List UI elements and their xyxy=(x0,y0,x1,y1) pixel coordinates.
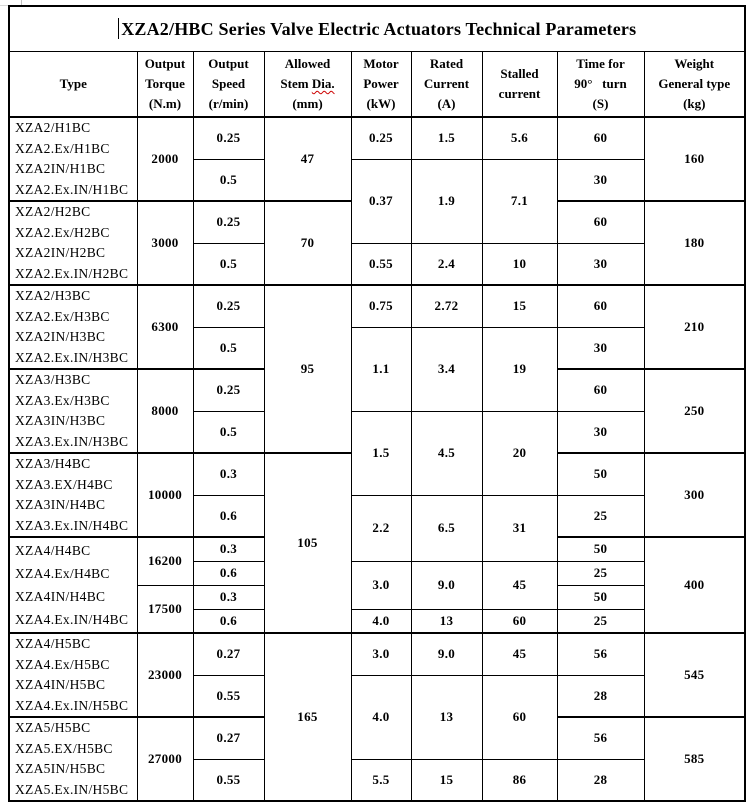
time-cell: 30 xyxy=(557,159,644,201)
torque-cell: 23000 xyxy=(137,633,193,717)
type-cell: XZA4/H4BC XZA4.Ex/H4BC XZA4IN/H4BC XZA4.Ex.IN/H4BC xyxy=(9,537,137,633)
torque-cell: 17500 xyxy=(137,585,193,633)
rated-cell: 2.72 xyxy=(411,285,482,327)
type-cell: XZA4/H5BC XZA4.Ex/H5BC XZA4IN/H5BC XZA4.Ex.IN/H5BC xyxy=(9,633,137,717)
time-cell: 60 xyxy=(557,117,644,159)
time-cell: 25 xyxy=(557,495,644,537)
power-cell: 1.5 xyxy=(351,411,411,495)
weight-cell: 160 xyxy=(644,117,745,201)
time-cell: 28 xyxy=(557,759,644,801)
column-header-speed: Output Speed (r/min) xyxy=(193,52,264,118)
table-row xyxy=(9,633,745,675)
weight-cell: 585 xyxy=(644,717,745,801)
table-header-row xyxy=(9,52,745,118)
time-cell: 56 xyxy=(557,633,644,675)
stalled-cell: 60 xyxy=(482,609,557,633)
torque-cell: 6300 xyxy=(137,285,193,369)
power-cell: 0.75 xyxy=(351,285,411,327)
type-cell: XZA2/H2BC XZA2.Ex/H2BC XZA2IN/H2BC XZA2.Ex.IN/H2BC xyxy=(9,201,137,285)
time-cell: 50 xyxy=(557,537,644,561)
speed-cell: 0.5 xyxy=(193,411,264,453)
time-cell: 30 xyxy=(557,327,644,369)
type-cell: XZA3/H3BC XZA3.Ex/H3BC XZA3IN/H3BC XZA3.Ex.IN/H3BC xyxy=(9,369,137,453)
speed-cell: 0.55 xyxy=(193,675,264,717)
time-cell: 30 xyxy=(557,243,644,285)
weight-cell: 300 xyxy=(644,453,745,537)
weight-cell: 250 xyxy=(644,369,745,453)
column-header-torque: Output Torque (N.m) xyxy=(137,52,193,118)
power-cell: 3.0 xyxy=(351,633,411,675)
rated-cell: 2.4 xyxy=(411,243,482,285)
column-header-weight: Weight General type (kg) xyxy=(644,52,745,118)
column-header-power: Motor Power (kW) xyxy=(351,52,411,118)
speed-cell: 0.5 xyxy=(193,243,264,285)
speed-cell: 0.6 xyxy=(193,561,264,585)
speed-cell: 0.6 xyxy=(193,495,264,537)
weight-cell: 400 xyxy=(644,537,745,633)
rated-cell: 13 xyxy=(411,675,482,759)
speed-cell: 0.5 xyxy=(193,327,264,369)
speed-cell: 0.27 xyxy=(193,633,264,675)
power-cell: 1.1 xyxy=(351,327,411,411)
speed-cell: 0.55 xyxy=(193,759,264,801)
rated-cell: 1.5 xyxy=(411,117,482,159)
time-cell: 60 xyxy=(557,285,644,327)
torque-cell: 2000 xyxy=(137,117,193,201)
technical-parameters-table xyxy=(8,5,746,802)
power-cell: 2.2 xyxy=(351,495,411,561)
speed-cell: 0.5 xyxy=(193,159,264,201)
column-header-stem: Allowed Stem Dia. (mm) xyxy=(264,52,351,118)
stem-cell: 165 xyxy=(264,633,351,801)
stalled-cell: 15 xyxy=(482,285,557,327)
table-title-cell xyxy=(9,6,745,52)
speed-cell: 0.3 xyxy=(193,453,264,495)
time-cell: 30 xyxy=(557,411,644,453)
spellcheck-underline-word: Dia. xyxy=(311,76,335,91)
stem-cell: 105 xyxy=(264,453,351,633)
rated-cell: 9.0 xyxy=(411,561,482,609)
stalled-cell: 45 xyxy=(482,633,557,675)
weight-cell: 180 xyxy=(644,201,745,285)
table-row xyxy=(9,285,745,327)
power-cell: 0.37 xyxy=(351,159,411,243)
weight-cell: 545 xyxy=(644,633,745,717)
torque-cell: 8000 xyxy=(137,369,193,453)
time-cell: 60 xyxy=(557,369,644,411)
speed-cell: 0.25 xyxy=(193,285,264,327)
power-cell: 5.5 xyxy=(351,759,411,801)
time-cell: 28 xyxy=(557,675,644,717)
power-cell: 0.25 xyxy=(351,117,411,159)
rated-cell: 4.5 xyxy=(411,411,482,495)
speed-cell: 0.25 xyxy=(193,369,264,411)
type-cell: XZA2/H3BC XZA2.Ex/H3BC XZA2IN/H3BC XZA2.Ex.IN/H3BC xyxy=(9,285,137,369)
stalled-cell: 5.6 xyxy=(482,117,557,159)
speed-cell: 0.25 xyxy=(193,117,264,159)
speed-cell: 0.25 xyxy=(193,201,264,243)
stalled-cell: 45 xyxy=(482,561,557,609)
time-cell: 56 xyxy=(557,717,644,759)
time-cell: 50 xyxy=(557,453,644,495)
table-row xyxy=(9,117,745,159)
rated-cell: 1.9 xyxy=(411,159,482,243)
time-cell: 25 xyxy=(557,609,644,633)
time-cell: 25 xyxy=(557,561,644,585)
table-body xyxy=(9,117,745,801)
time-cell: 60 xyxy=(557,201,644,243)
column-header-stalled: Stalled current xyxy=(482,52,557,118)
torque-cell: 16200 xyxy=(137,537,193,585)
stalled-cell: 10 xyxy=(482,243,557,285)
power-cell: 3.0 xyxy=(351,561,411,609)
torque-cell: 10000 xyxy=(137,453,193,537)
stalled-cell: 20 xyxy=(482,411,557,495)
column-header-type: Type xyxy=(9,52,137,118)
rated-cell: 15 xyxy=(411,759,482,801)
rated-cell: 9.0 xyxy=(411,633,482,675)
speed-cell: 0.3 xyxy=(193,537,264,561)
speed-cell: 0.27 xyxy=(193,717,264,759)
stalled-cell: 19 xyxy=(482,327,557,411)
column-header-time: Time for 90° turn (S) xyxy=(557,52,644,118)
rated-cell: 13 xyxy=(411,609,482,633)
column-header-rated: Rated Current (A) xyxy=(411,52,482,118)
type-cell: XZA2/H1BC XZA2.Ex/H1BC XZA2IN/H1BC XZA2.Ex.IN/H1BC xyxy=(9,117,137,201)
table-title-row xyxy=(9,6,745,52)
page-title: XZA2/HBC Series Valve Electric Actuators Technical Parameters xyxy=(121,19,637,39)
stalled-cell: 60 xyxy=(482,675,557,759)
weight-cell: 210 xyxy=(644,285,745,369)
stalled-cell: 7.1 xyxy=(482,159,557,243)
speed-cell: 0.3 xyxy=(193,585,264,609)
text-cursor-caret xyxy=(118,18,120,39)
time-cell: 50 xyxy=(557,585,644,609)
power-cell: 0.55 xyxy=(351,243,411,285)
rated-cell: 6.5 xyxy=(411,495,482,561)
stalled-cell: 31 xyxy=(482,495,557,561)
speed-cell: 0.6 xyxy=(193,609,264,633)
stalled-cell: 86 xyxy=(482,759,557,801)
stem-cell: 70 xyxy=(264,201,351,285)
power-cell: 4.0 xyxy=(351,675,411,759)
stem-cell: 47 xyxy=(264,117,351,201)
rated-cell: 3.4 xyxy=(411,327,482,411)
power-cell: 4.0 xyxy=(351,609,411,633)
type-cell: XZA3/H4BC XZA3.EX/H4BC XZA3IN/H4BC XZA3.Ex.IN/H4BC xyxy=(9,453,137,537)
stem-cell: 95 xyxy=(264,285,351,453)
torque-cell: 27000 xyxy=(137,717,193,801)
torque-cell: 3000 xyxy=(137,201,193,285)
type-cell: XZA5/H5BC XZA5.EX/H5BC XZA5IN/H5BC XZA5.Ex.IN/H5BC xyxy=(9,717,137,801)
